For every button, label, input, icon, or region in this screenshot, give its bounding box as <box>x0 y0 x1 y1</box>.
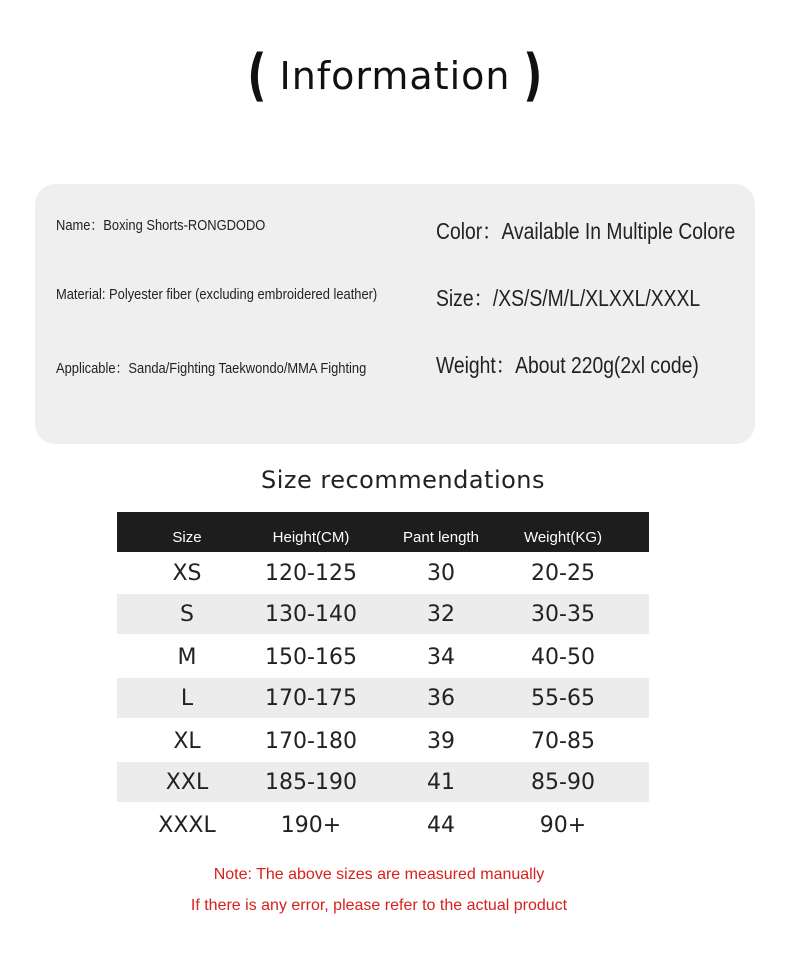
cell-height: 185-190 <box>265 769 357 795</box>
title-text: Information <box>279 54 511 98</box>
cell-pant-length: 34 <box>427 644 455 670</box>
note-measured-manually: Note: The above sizes are measured manually <box>213 866 545 883</box>
info-color: Color：Available In Multiple Colore <box>436 218 736 244</box>
info-weight: Weight：About 220g(2xl code) <box>436 352 699 378</box>
cell-size: XXXL <box>158 812 216 838</box>
table-row <box>117 678 649 718</box>
table-header <box>117 512 649 552</box>
cell-pant-length: 41 <box>427 769 455 795</box>
table-row <box>117 762 649 802</box>
cell-pant-length: 30 <box>427 560 455 586</box>
cell-height: 190+ <box>280 812 342 838</box>
cell-pant-length: 36 <box>427 685 455 711</box>
page-title <box>0 43 790 108</box>
cell-pant-length: 44 <box>427 812 455 838</box>
table-row <box>117 804 649 846</box>
info-applicable: Applicable：Sanda/Fighting Taekwondo/MMA Fighting <box>56 360 367 377</box>
table-row <box>117 636 649 678</box>
open-bracket: ( <box>247 43 267 108</box>
close-bracket: ) <box>523 43 543 108</box>
table-row <box>117 720 649 762</box>
info-material: Material: Polyester fiber (excluding embroidered leather) <box>56 286 378 303</box>
cell-size: XS <box>172 560 202 586</box>
cell-pant-length: 39 <box>427 728 455 754</box>
cell-weight: 20-25 <box>531 560 595 586</box>
size-recommendations-title: Size recommendations <box>260 466 546 494</box>
cell-height: 170-180 <box>265 728 357 754</box>
cell-weight: 85-90 <box>531 769 595 795</box>
cell-weight: 40-50 <box>531 644 595 670</box>
cell-size: L <box>180 685 194 711</box>
cell-height: 170-175 <box>265 685 357 711</box>
note-refer-actual-product: If there is any error, please refer to the actual product <box>190 897 568 914</box>
cell-size: XL <box>173 728 201 754</box>
table-row <box>117 552 649 594</box>
table-row <box>117 594 649 634</box>
size-table <box>117 512 649 846</box>
header-pant-length: Pant length <box>403 529 479 546</box>
cell-pant-length: 32 <box>427 601 455 627</box>
info-name: Name：Boxing Shorts-RONGDODO <box>56 217 266 234</box>
cell-height: 130-140 <box>265 601 357 627</box>
cell-weight: 70-85 <box>531 728 595 754</box>
cell-weight: 55-65 <box>531 685 595 711</box>
cell-size: S <box>180 601 194 627</box>
cell-size: M <box>177 644 197 670</box>
header-height: Height(CM) <box>272 529 350 546</box>
header-weight: Weight(KG) <box>523 529 603 546</box>
cell-weight: 30-35 <box>531 601 595 627</box>
cell-height: 120-125 <box>265 560 357 586</box>
info-size: Size：/XS/S/M/L/XLXXL/XXXL <box>436 285 701 311</box>
cell-weight: 90+ <box>539 812 587 838</box>
cell-height: 150-165 <box>265 644 357 670</box>
cell-size: XXL <box>165 769 209 795</box>
header-size: Size <box>172 529 202 546</box>
